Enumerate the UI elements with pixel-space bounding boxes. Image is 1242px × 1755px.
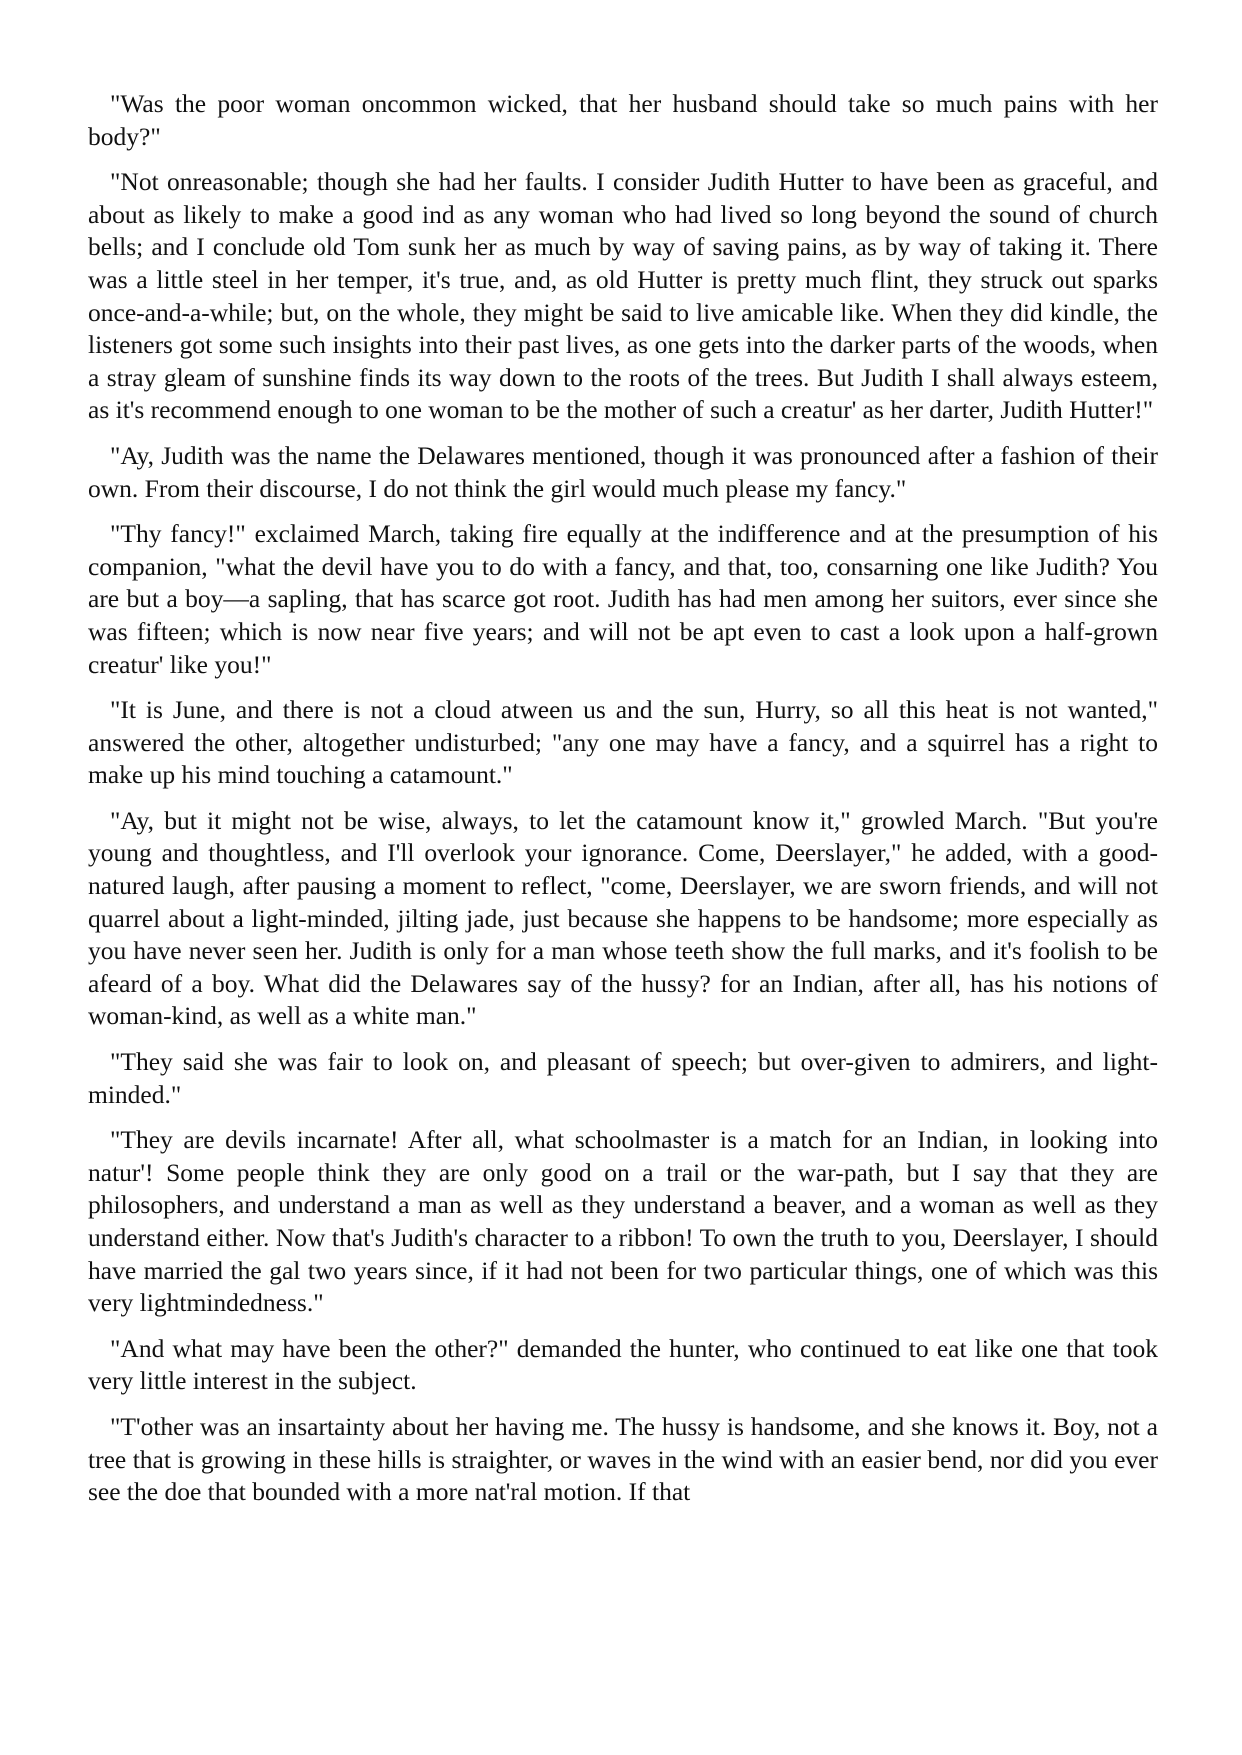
book-page [88, 88, 1158, 1522]
paragraph: "T'other was an insartainty about her having me. The hussy is handsome, and she knows it. Boy, not a tree that is growing in these hills is straighter, or waves in the wind with an easier bend, nor did you ever see the doe that bounded with a more nat'ral motion. If that [88, 1411, 1158, 1507]
paragraph: "They are devils incarnate! After all, what schoolmaster is a match for an Indian, in looking into natur'! Some people think they are only good on a trail or the war-path, but I say that they are philosophers, and understand a man as well as they understand a beaver, and a woman as well as they understand either. Now that's Judith's character to a ribbon! To own the truth to you, Deerslayer, I should have married the gal two years since, if it had not been for two particular things, one of which was this very lightmindedness." [88, 1125, 1158, 1318]
paragraph: "It is June, and there is not a cloud atween us and the sun, Hurry, so all this heat is not wanted," answered the other, altogether undisturbed; "any one may have a fancy, and a squirrel has a right to make up his mind touching a catamount." [88, 695, 1158, 790]
paragraph: "They said she was fair to look on, and pleasant of speech; but over-given to admirers, and light-minded." [88, 1047, 1158, 1109]
paragraph: "Ay, Judith was the name the Delawares mentioned, though it was pronounced after a fashion of their own. From their discourse, I do not think the girl would much please my fancy." [88, 440, 1158, 503]
paragraph: "And what may have been the other?" demanded the hunter, who continued to eat like one that took very little interest in the subject. [88, 1333, 1158, 1396]
paragraph: "Ay, but it might not be wise, always, to let the catamount know it," growled March. "But you're young and thoughtless, and I'll overlook your ignorance. Come, Deerslayer," he added, with a good-natured laugh, after pausing a moment to reflect, "come, Deerslayer, we are sworn friends, and will not quarrel about a light-minded, jilting jade, just because she happens to be handsome; more especially as you have never seen her. Judith is only for a man whose teeth show the full marks, and it's foolish to be afeard of a boy. What did the Delawares say of the hussy? for an Indian, after all, has his notions of woman-kind, as well as a white man." [88, 805, 1158, 1031]
paragraph: "Was the poor woman oncommon wicked, that her husband should take so much pains with her body?" [88, 89, 1158, 151]
paragraph: "Thy fancy!" exclaimed March, taking fire equally at the indifference and at the presumption of his companion, "what the devil have you to do with a fancy, and that, too, consarning one like Judith? You are but a boy—a sapling, that has scarce got root. Judith has had men among her suitors, ever since she was fifteen; which is now near five years; and will not be apt even to cast a look upon a half-grown creatur' like you!" [88, 519, 1158, 679]
paragraph: "Not onreasonable; though she had her faults. I consider Judith Hutter to have been as graceful, and about as likely to make a good ind as any woman who had lived so long beyond the sound of church bells; and I conclude old Tom sunk her as much by way of saving pains, as by way of taking it. There was a little steel in her temper, it's true, and, as old Hutter is pretty much flint, they struck out sparks once-and-a-while; but, on the whole, they might be said to live amicable like. When they did kindle, the listeners got some such insights into their past lives, as one gets into the darker parts of the woods, when a stray gleam of sunshine finds its way down to the roots of the trees. But Judith I shall always esteem, as it's recommend enough to one woman to be the mother of such a creatur' as her darter, Judith Hutter!" [88, 167, 1158, 425]
